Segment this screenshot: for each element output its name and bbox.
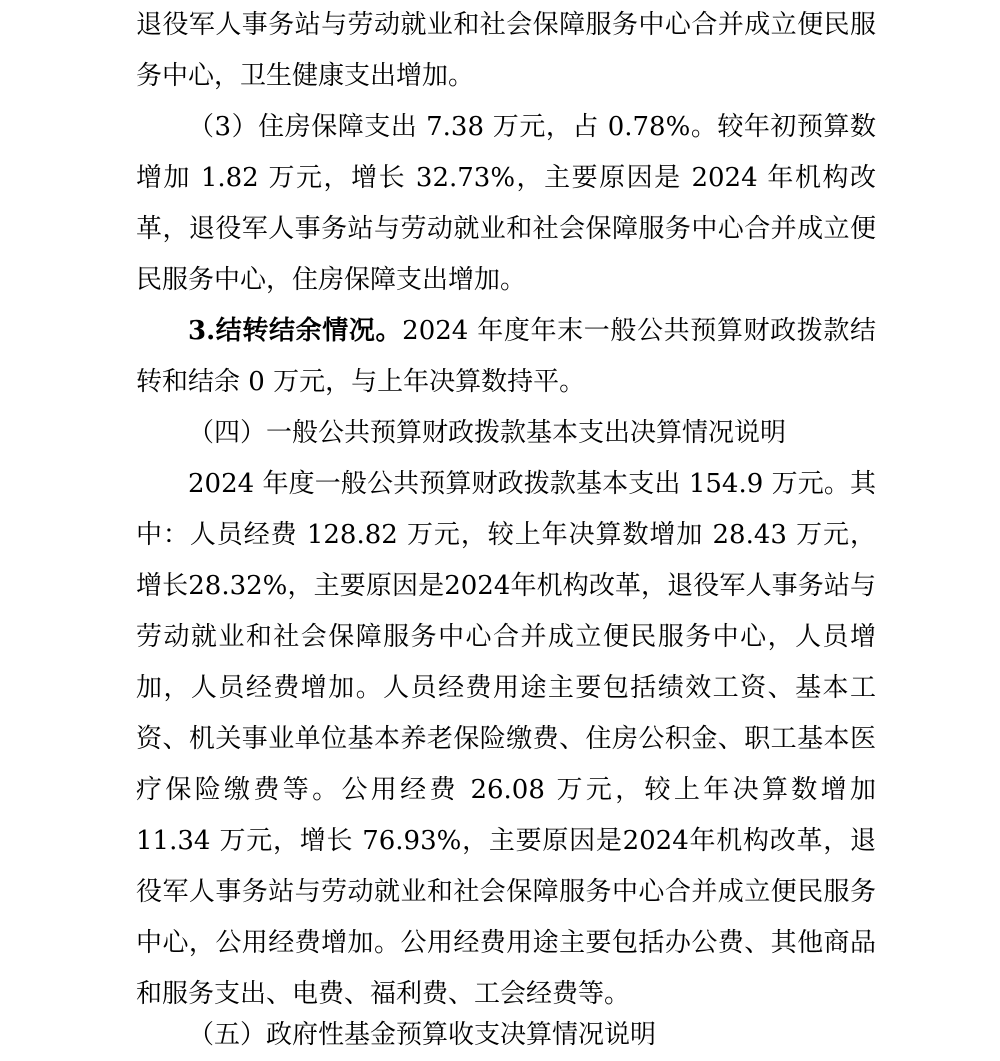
paragraph-health-expense-continued: 退役军人事务站与劳动就业和社会保障服务中心合并成立便民服务中心，卫生健康支出增加。 — [136, 10, 876, 91]
paragraph-carryover-balance — [136, 306, 876, 408]
section-heading-basic-expense: （四）一般公共预算财政拨款基本支出决算情况说明 — [188, 418, 787, 448]
section-heading-government-fund: （五）政府性基金预算收支决算情况说明 — [188, 1020, 657, 1050]
paragraph-housing-expense: （3）住房保障支出 7.38 万元，占 0.78%。较年初预算数增加 1.82 万元，增长 32.73%，主要原因是 2024 年机构改革，退役军人事务站与劳动就业和社会保障服务中心合并成立便民服务中心，住房保障支出增加。 — [136, 112, 876, 295]
carryover-heading: 3.结转结余情况。 — [188, 316, 403, 346]
paragraph-basic-expense: 2024 年度一般公共预算财政拨款基本支出 154.9 万元。其中：人员经费 128.82 万元，较上年决算数增加 28.43 万元，增长28.32%，主要原因是2024年机构改革，退役军人事务站与劳动就业和社会保障服务中心合并成立便民服务中心，人员增加，人员经费增加。人员经费用途主要包括绩效工资、基本工资、机关事业单位基本养老保险缴费、住房公积金、职工基本医疗保险缴费等。公用经费 26.08 万元，较上年决算数增加 11.34 万元，增长 76.93%，主要原因是2024年机构改革，退役军人事务站与劳动就业和社会保障服务中心合并成立便民服务中心，公用经费增加。公用经费用途主要包括办公费、其他商品和服务支出、电费、福利费、工会经费等。 — [136, 469, 876, 1009]
carryover-text: 2024 年度年末一般公共预算财政拨款结转和结余 0 万元，与上年决算数持平。 — [136, 316, 876, 397]
